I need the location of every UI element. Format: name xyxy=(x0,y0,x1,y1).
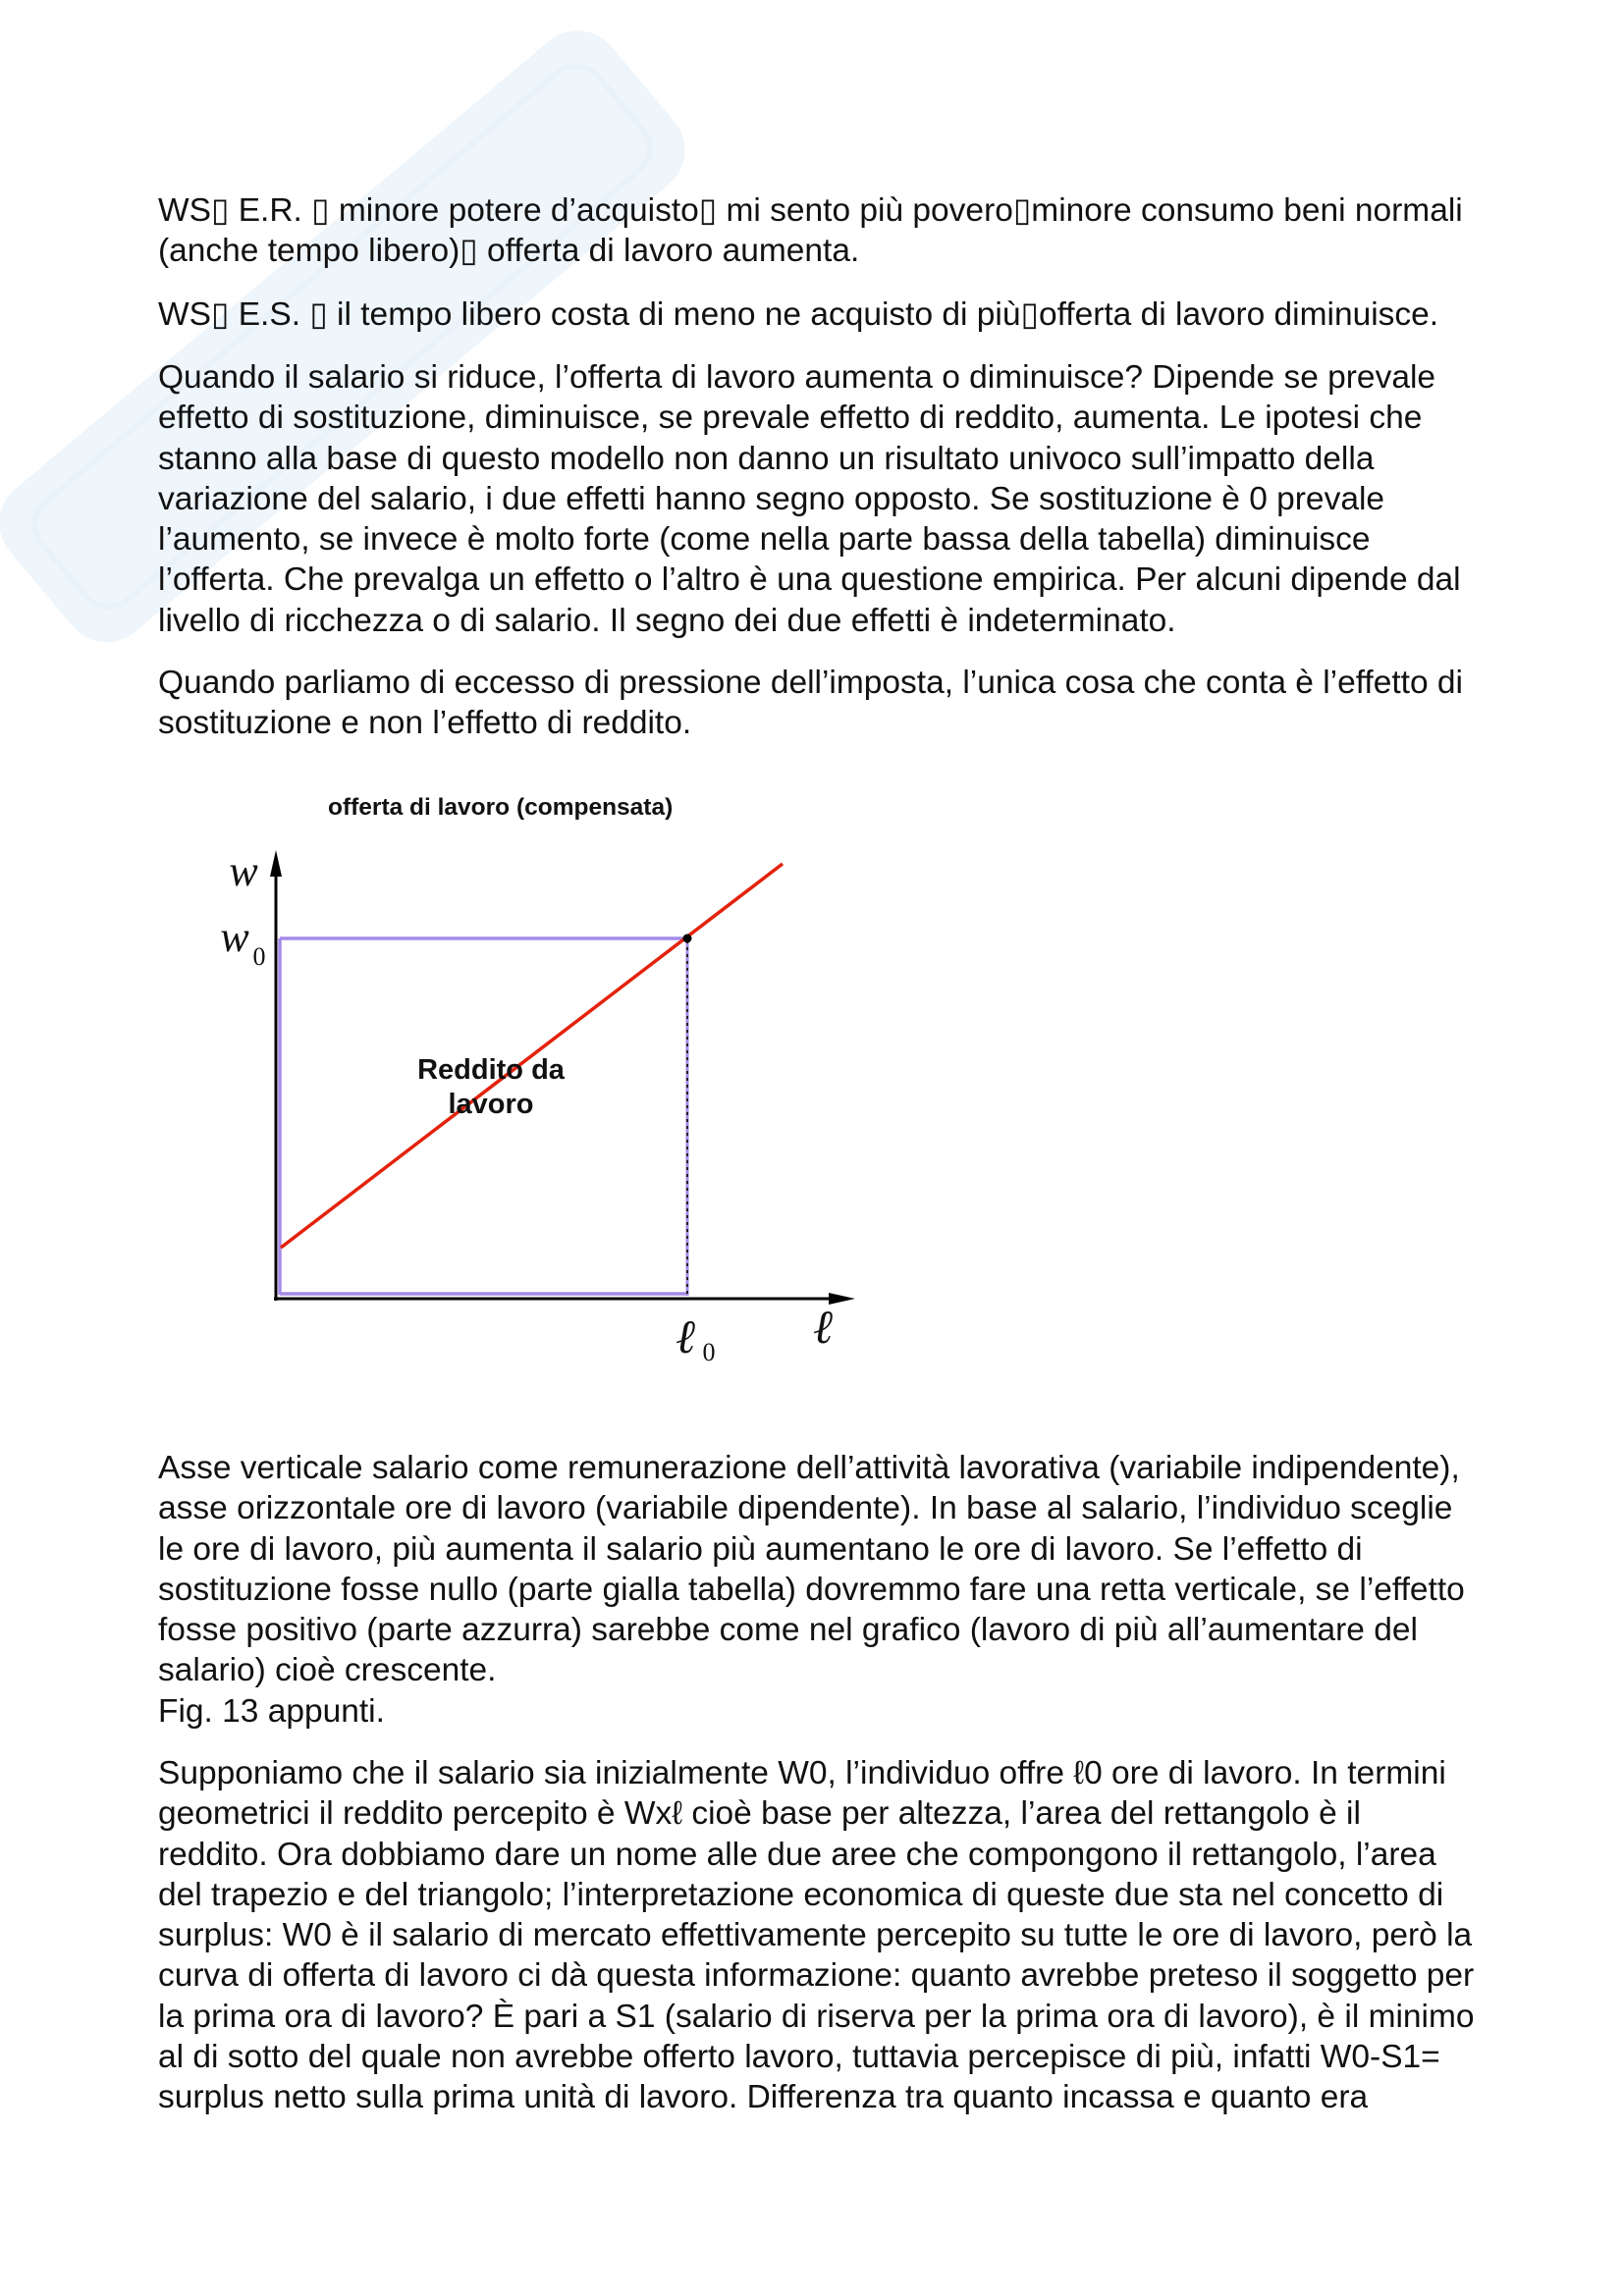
text-line: le ore di lavoro, più aumenta il salario più aumentano le ore di lavoro. Se l’effetto di xyxy=(158,1530,1363,1568)
hours-level-label: ℓ xyxy=(676,1311,695,1363)
x-axis-arrow xyxy=(829,1293,855,1305)
text-line: Quando il salario si riduce, l’offerta di lavoro aumenta o diminuisce? Dipende se prevale xyxy=(158,359,1436,396)
text-line: WS▯ E.R. ▯ minore potere d’acquisto▯ mi sento più povero▯minore consumo beni normali xyxy=(158,192,1463,229)
x-axis-label: ℓ xyxy=(813,1302,833,1354)
y-axis-label: w xyxy=(229,847,258,895)
y-axis-arrow xyxy=(270,850,282,877)
text-line: (anche tempo libero)▯ offerta di lavoro aumenta. xyxy=(158,233,860,270)
wage-level-subscript: 0 xyxy=(252,942,266,971)
text-line: Supponiamo che il salario sia inizialmente W0, l’individuo offre ℓ0 ore di lavoro. In termini xyxy=(158,1755,1446,1791)
text-line: l’offerta. Che prevalga un effetto o l’altro è una questione empirica. Per alcuni dipende dal xyxy=(158,561,1461,599)
paragraph-surplus xyxy=(158,1753,1475,2118)
figure-title: offerta di lavoro (compensata) xyxy=(328,794,674,821)
text-line: Asse verticale salario come remunerazione dell’attività lavorativa (variabile indipendente), xyxy=(158,1450,1460,1486)
text-line: la prima ora di lavoro? È pari a S1 (salario di riserva per la prima ora di lavoro), è il minimo xyxy=(158,1998,1475,2035)
text-line: sostituzione fosse nullo (parte gialla tabella) dovremmo fare una retta verticale, se l’effetto xyxy=(158,1571,1465,1608)
labor-supply-figure xyxy=(196,766,903,1394)
text-line: surplus: W0 è il salario di mercato effettivamente percepito su tutte le ore di lavoro, però la xyxy=(158,1917,1473,1954)
paragraph-wage-reduction xyxy=(158,357,1461,641)
paragraph-income-effect xyxy=(158,190,1463,272)
text-line: surplus netto sulla prima unità di lavoro. Differenza tra quanto incassa e quanto era xyxy=(158,2079,1369,2116)
text-line: livello di ricchezza o di salario. Il segno dei due effetti è indeterminato. xyxy=(158,602,1176,639)
wage-level-label: w xyxy=(220,913,249,961)
text-line: geometrici il reddito percepito è Wxℓ cioè base per altezza, l’area del rettangolo è il xyxy=(158,1795,1361,1833)
paragraph-substitution-effect xyxy=(158,294,1438,335)
paragraph-axes-explanation xyxy=(158,1448,1465,1732)
text-line: reddito. Ora dobbiamo dare un nome alle due aree che compongono il rettangolo, l’area xyxy=(158,1836,1436,1873)
text-line: variazione del salario, i due effetti hanno segno opposto. Se sostituzione è 0 prevale xyxy=(158,480,1385,517)
text-line: asse orizzontale ore di lavoro (variabile dipendente). In base al salario, l’individuo sceglie xyxy=(158,1490,1453,1527)
text-line: WS▯ E.S. ▯ il tempo libero costa di meno ne acquisto di più▯offerta di lavoro diminuisce. xyxy=(158,296,1439,333)
area-label-line-1: Reddito da xyxy=(417,1054,565,1086)
text-line: l’aumento, se invece è molto forte (come nella parte bassa della tabella) diminuisce xyxy=(158,521,1371,559)
hours-level-subscript: 0 xyxy=(702,1338,716,1366)
text-line: Quando parliamo di eccesso di pressione dell’imposta, l’unica cosa che conta è l’effetto di xyxy=(158,665,1463,701)
text-line: Fig. 13 appunti. xyxy=(158,1692,385,1730)
text-line: fosse positivo (parte azzurra) sarebbe come nel grafico (lavoro di più all’aumentare del xyxy=(158,1612,1418,1649)
text-line: salario) cioè crescente. xyxy=(158,1652,497,1689)
equilibrium-point xyxy=(683,934,692,943)
text-line: sostituzione e non l’effetto di reddito. xyxy=(158,705,692,742)
text-line: stanno alla base di questo modello non danno un risultato univoco sull’impatto della xyxy=(158,440,1375,477)
text-line: al di sotto del quale non avrebbe offerto lavoro, tuttavia percepisce di più, infatti W0-S1= xyxy=(158,2039,1440,2076)
area-label-line-2: lavoro xyxy=(448,1089,534,1120)
text-line: curva di offerta di lavoro ci dà questa informazione: quanto avrebbe preteso il soggetto per xyxy=(158,1957,1475,1995)
text-line: del trapezio e del triangolo; l’interpretazione economica di queste due sta nel concetto di xyxy=(158,1876,1444,1913)
paragraph-excess-burden xyxy=(158,663,1463,744)
text-line: effetto di sostituzione, diminuisce, se prevale effetto di reddito, aumenta. Le ipotesi che xyxy=(158,400,1423,437)
